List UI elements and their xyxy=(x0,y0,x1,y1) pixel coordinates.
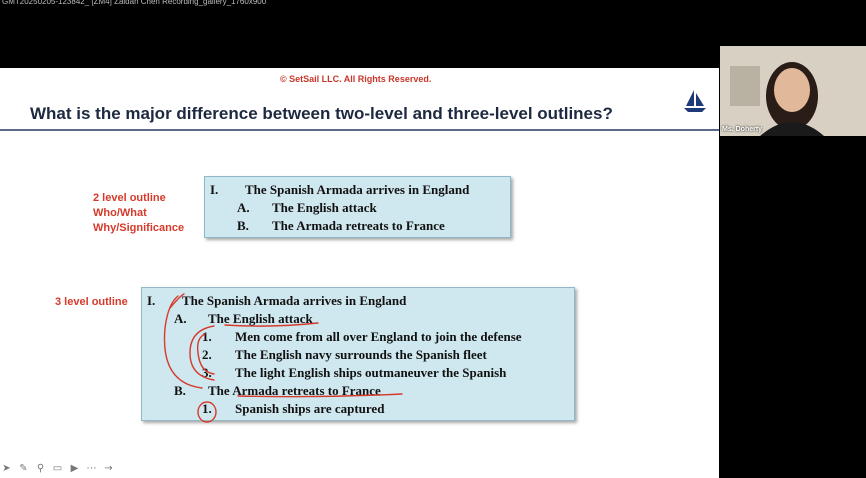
outline-letter: A. xyxy=(174,311,187,326)
participant-avatar xyxy=(720,46,866,136)
participant-name: Ms. Doherty xyxy=(722,126,763,133)
outline-item: The Armada retreats to France xyxy=(272,218,445,233)
annotation-toolbar xyxy=(0,461,115,475)
captions-icon[interactable]: ▭ xyxy=(52,462,63,474)
outline-number: 1. xyxy=(202,401,212,416)
outline-item: The Spanish Armada arrives in England xyxy=(245,182,470,197)
outline-item: The English attack xyxy=(208,311,313,326)
outline-item: The Spanish Armada arrives in England xyxy=(182,293,407,308)
two-level-label xyxy=(93,191,184,236)
outline-letter: B. xyxy=(237,218,249,233)
slide-title: What is the major difference between two-level and three-level outlines? xyxy=(30,104,613,123)
pen-icon[interactable]: ✎ xyxy=(19,462,28,474)
two-level-label-line: Who/What xyxy=(93,207,147,219)
next-icon[interactable]: → xyxy=(104,462,113,474)
video-off-icon[interactable]: ▶ xyxy=(70,462,79,474)
title-divider xyxy=(0,129,719,131)
outline-item: The Armada retreats to France xyxy=(208,383,381,398)
outline-letter: B. xyxy=(174,383,186,398)
outline-number: 2. xyxy=(202,347,212,362)
zoom-icon[interactable]: ⚲ xyxy=(36,462,45,474)
three-level-label: 3 level outline xyxy=(55,296,128,308)
outline-letter: A. xyxy=(237,200,250,215)
recording-title: GMT20250205-123842_ [ZM4] Zaidan Chen Recording_gallery_1760x900 xyxy=(2,0,267,6)
outline-item: The English navy surrounds the Spanish fleet xyxy=(235,347,487,362)
two-level-outline-box xyxy=(204,176,511,238)
arrow-icon[interactable]: ➤ xyxy=(2,462,11,474)
sailboat-logo-icon xyxy=(682,88,708,114)
outline-item: The light English ships outmaneuver the Spanish xyxy=(235,365,507,380)
outline-item: Spanish ships are captured xyxy=(235,401,385,416)
three-level-outline-box xyxy=(141,287,575,421)
copyright-notice: © SetSail LLC. All Rights Reserved. xyxy=(280,74,432,84)
two-level-label-line: Why/Significance xyxy=(93,222,185,234)
outline-item: Men come from all over England to join the defense xyxy=(235,329,522,344)
outline-number: 3. xyxy=(202,365,212,380)
outline-item: The English attack xyxy=(272,200,377,215)
outline-numeral: I. xyxy=(210,182,219,197)
presentation-slide xyxy=(0,68,719,478)
more-icon[interactable]: ⋯ xyxy=(86,462,97,474)
two-level-label-line: 2 level outline xyxy=(93,192,166,204)
participant-video[interactable] xyxy=(720,46,866,136)
outline-number: 1. xyxy=(202,329,212,344)
outline-numeral: I. xyxy=(147,293,156,308)
